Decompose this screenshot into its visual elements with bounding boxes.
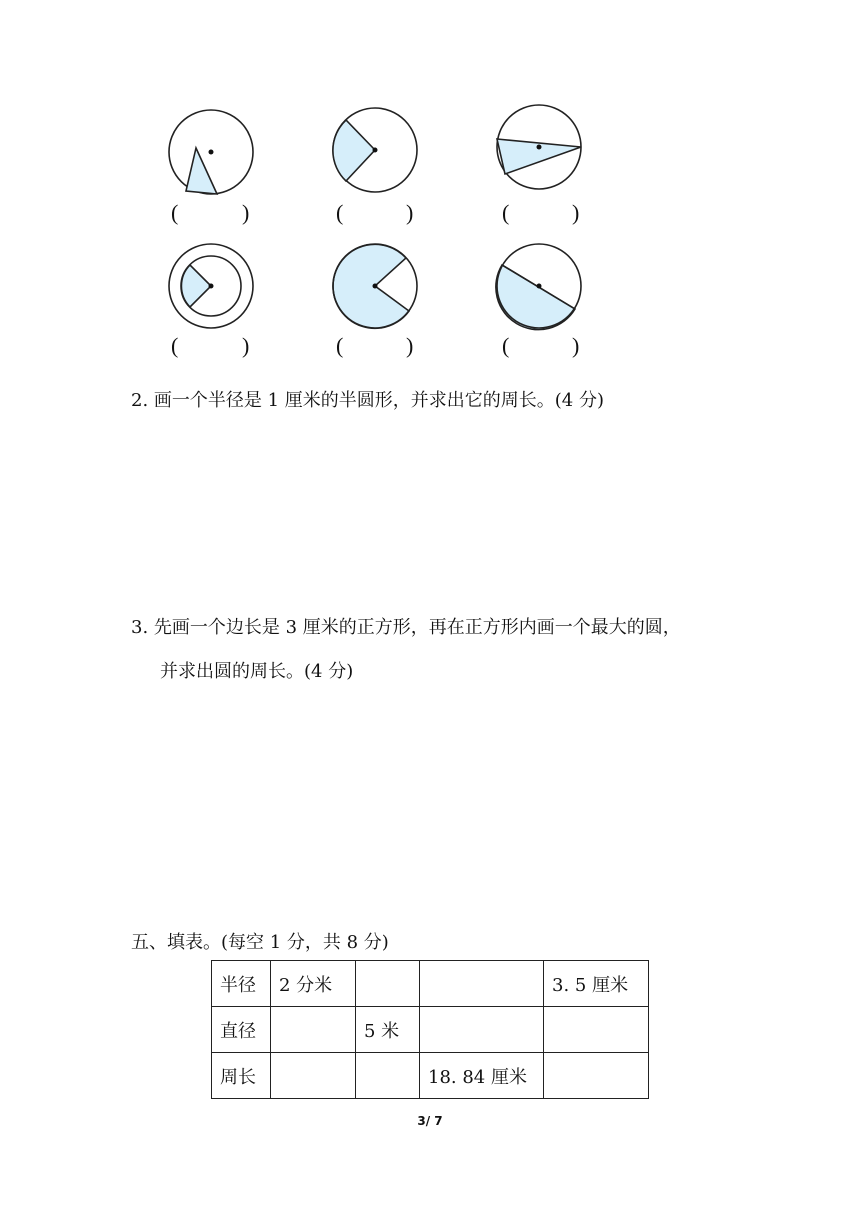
figure-6 — [496, 244, 581, 330]
table-cell[interactable] — [544, 1053, 649, 1099]
answer-paren-open: ( — [171, 200, 179, 225]
answer-paren-open: ( — [336, 333, 344, 358]
table-cell[interactable] — [544, 1007, 649, 1053]
figure-3 — [497, 105, 581, 189]
figure-1 — [169, 110, 253, 194]
table-cell[interactable] — [420, 961, 544, 1007]
answer-paren-open: ( — [502, 200, 510, 225]
answer-paren-close: ) — [406, 200, 414, 225]
table-row — [212, 1007, 649, 1053]
answer-paren-close: ) — [406, 333, 414, 358]
answer-paren-open: ( — [336, 200, 344, 225]
answer-paren-open: ( — [171, 333, 179, 358]
section-5-title: 五、填表。(每空 1 分，共 8 分) — [131, 932, 389, 953]
fill-table — [211, 960, 649, 1099]
figure-4 — [169, 244, 253, 328]
table-cell: 5 米 — [356, 1007, 420, 1053]
answer-paren-close: ) — [242, 333, 250, 358]
figure-5 — [333, 244, 417, 328]
table-cell[interactable] — [271, 1053, 356, 1099]
question-3-line-2: 并求出圆的周长。(4 分) — [160, 661, 354, 682]
page-number: 3/ 7 — [417, 1114, 443, 1128]
answer-paren-close: ) — [242, 200, 250, 225]
table-cell: 18. 84 厘米 — [420, 1053, 544, 1099]
row-header: 直径 — [212, 1007, 271, 1053]
answer-paren-close: ) — [572, 200, 580, 225]
table-cell: 2 分米 — [271, 961, 356, 1007]
question-2: 2. 画一个半径是 1 厘米的半圆形，并求出它的周长。(4 分) — [131, 390, 605, 411]
answer-paren-open: ( — [502, 333, 510, 358]
circle-figures — [0, 0, 860, 370]
table-cell[interactable] — [356, 1053, 420, 1099]
table-cell: 3. 5 厘米 — [544, 961, 649, 1007]
figure-2 — [333, 108, 417, 192]
answer-paren-close: ) — [572, 333, 580, 358]
row-header: 周长 — [212, 1053, 271, 1099]
table-row — [212, 1053, 649, 1099]
table-cell[interactable] — [420, 1007, 544, 1053]
row-header: 半径 — [212, 961, 271, 1007]
question-3-line-1: 3. 先画一个边长是 3 厘米的正方形，再在正方形内画一个最大的圆， — [131, 617, 681, 638]
table-cell[interactable] — [271, 1007, 356, 1053]
table-cell[interactable] — [356, 961, 420, 1007]
table-row — [212, 961, 649, 1007]
